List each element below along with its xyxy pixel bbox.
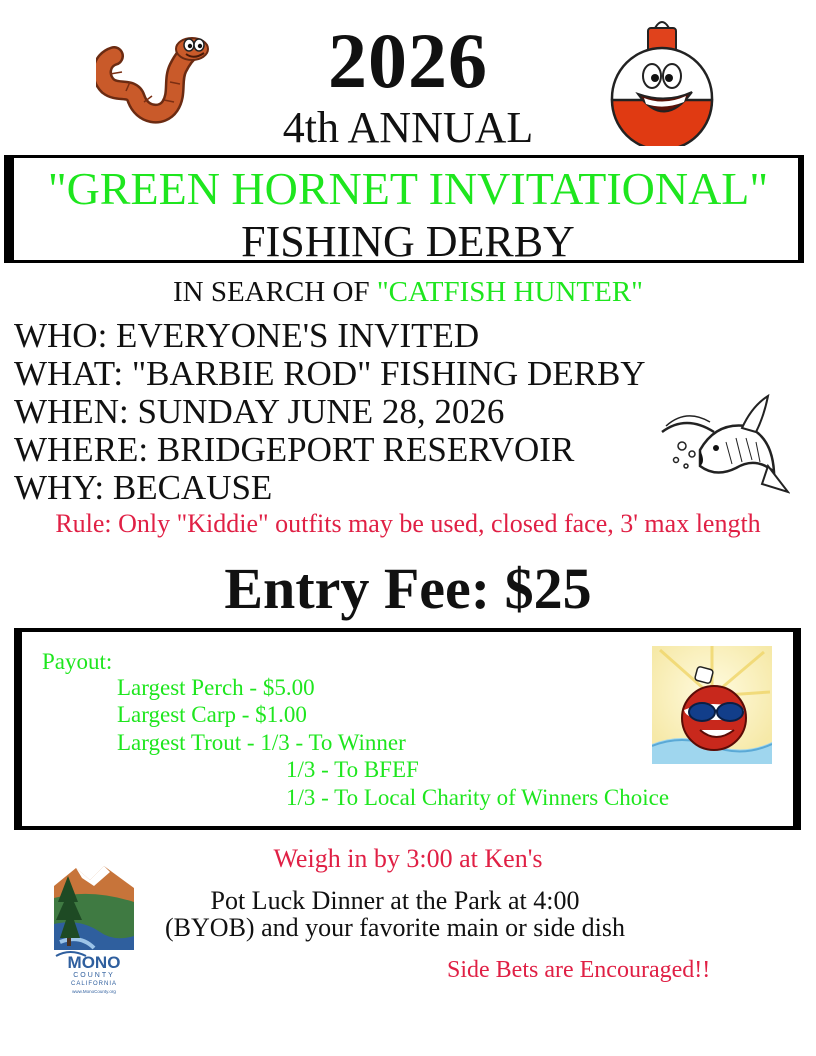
logo-url: www.MonoCounty.org xyxy=(72,989,116,994)
search-target: "CATFISH HUNTER" xyxy=(376,276,643,308)
side-bets-text: Side Bets are Encouraged!! xyxy=(447,957,711,983)
potluck-line-2: (BYOB) and your favorite main or side dish xyxy=(165,913,625,942)
weigh-in-text: Weigh in by 3:00 at Ken's xyxy=(273,844,543,873)
logo-county: COUNTY xyxy=(73,972,115,979)
potluck-line-1: Pot Luck Dinner at the Park at 4:00 xyxy=(210,886,580,915)
payout-line: 1/3 - To BFEF xyxy=(286,757,419,782)
logo-state: CALIFORNIA xyxy=(70,981,118,987)
payout-line: Largest Carp - $1.00 xyxy=(117,702,307,727)
search-prefix: IN SEARCH OF xyxy=(172,276,377,308)
search-line xyxy=(0,278,816,307)
who-line: WHO: EVERYONE'S INVITED xyxy=(14,316,480,355)
what-line: WHAT: "BARBIE ROD" FISHING DERBY xyxy=(14,354,646,393)
entry-fee: Entry Fee: $25 xyxy=(224,556,592,621)
rule-text: Rule: Only "Kiddie" outfits may be used, closed face, 3' max length xyxy=(55,509,761,538)
logo-name: MONO xyxy=(67,953,121,972)
jumping-fish-icon xyxy=(656,392,790,500)
event-subtitle: FISHING DERBY xyxy=(241,217,575,266)
annual-label: 4th ANNUAL xyxy=(282,103,534,152)
payout-line: 1/3 - To Local Charity of Winners Choice xyxy=(286,785,670,810)
payout-heading: Payout: xyxy=(42,649,113,674)
when-line: WHEN: SUNDAY JUNE 28, 2026 xyxy=(14,392,505,431)
mono-county-logo xyxy=(50,858,138,998)
where-line: WHERE: BRIDGEPORT RESERVOIR xyxy=(14,430,575,469)
bobber-sunglasses-icon xyxy=(652,646,772,764)
why-line: WHY: BECAUSE xyxy=(14,468,273,507)
event-year: 2026 xyxy=(328,17,488,104)
payout-line: Largest Perch - $5.00 xyxy=(117,675,315,700)
payout-line: Largest Trout - 1/3 - To Winner xyxy=(117,730,406,755)
event-name: "GREEN HORNET INVITATIONAL" xyxy=(47,163,769,214)
